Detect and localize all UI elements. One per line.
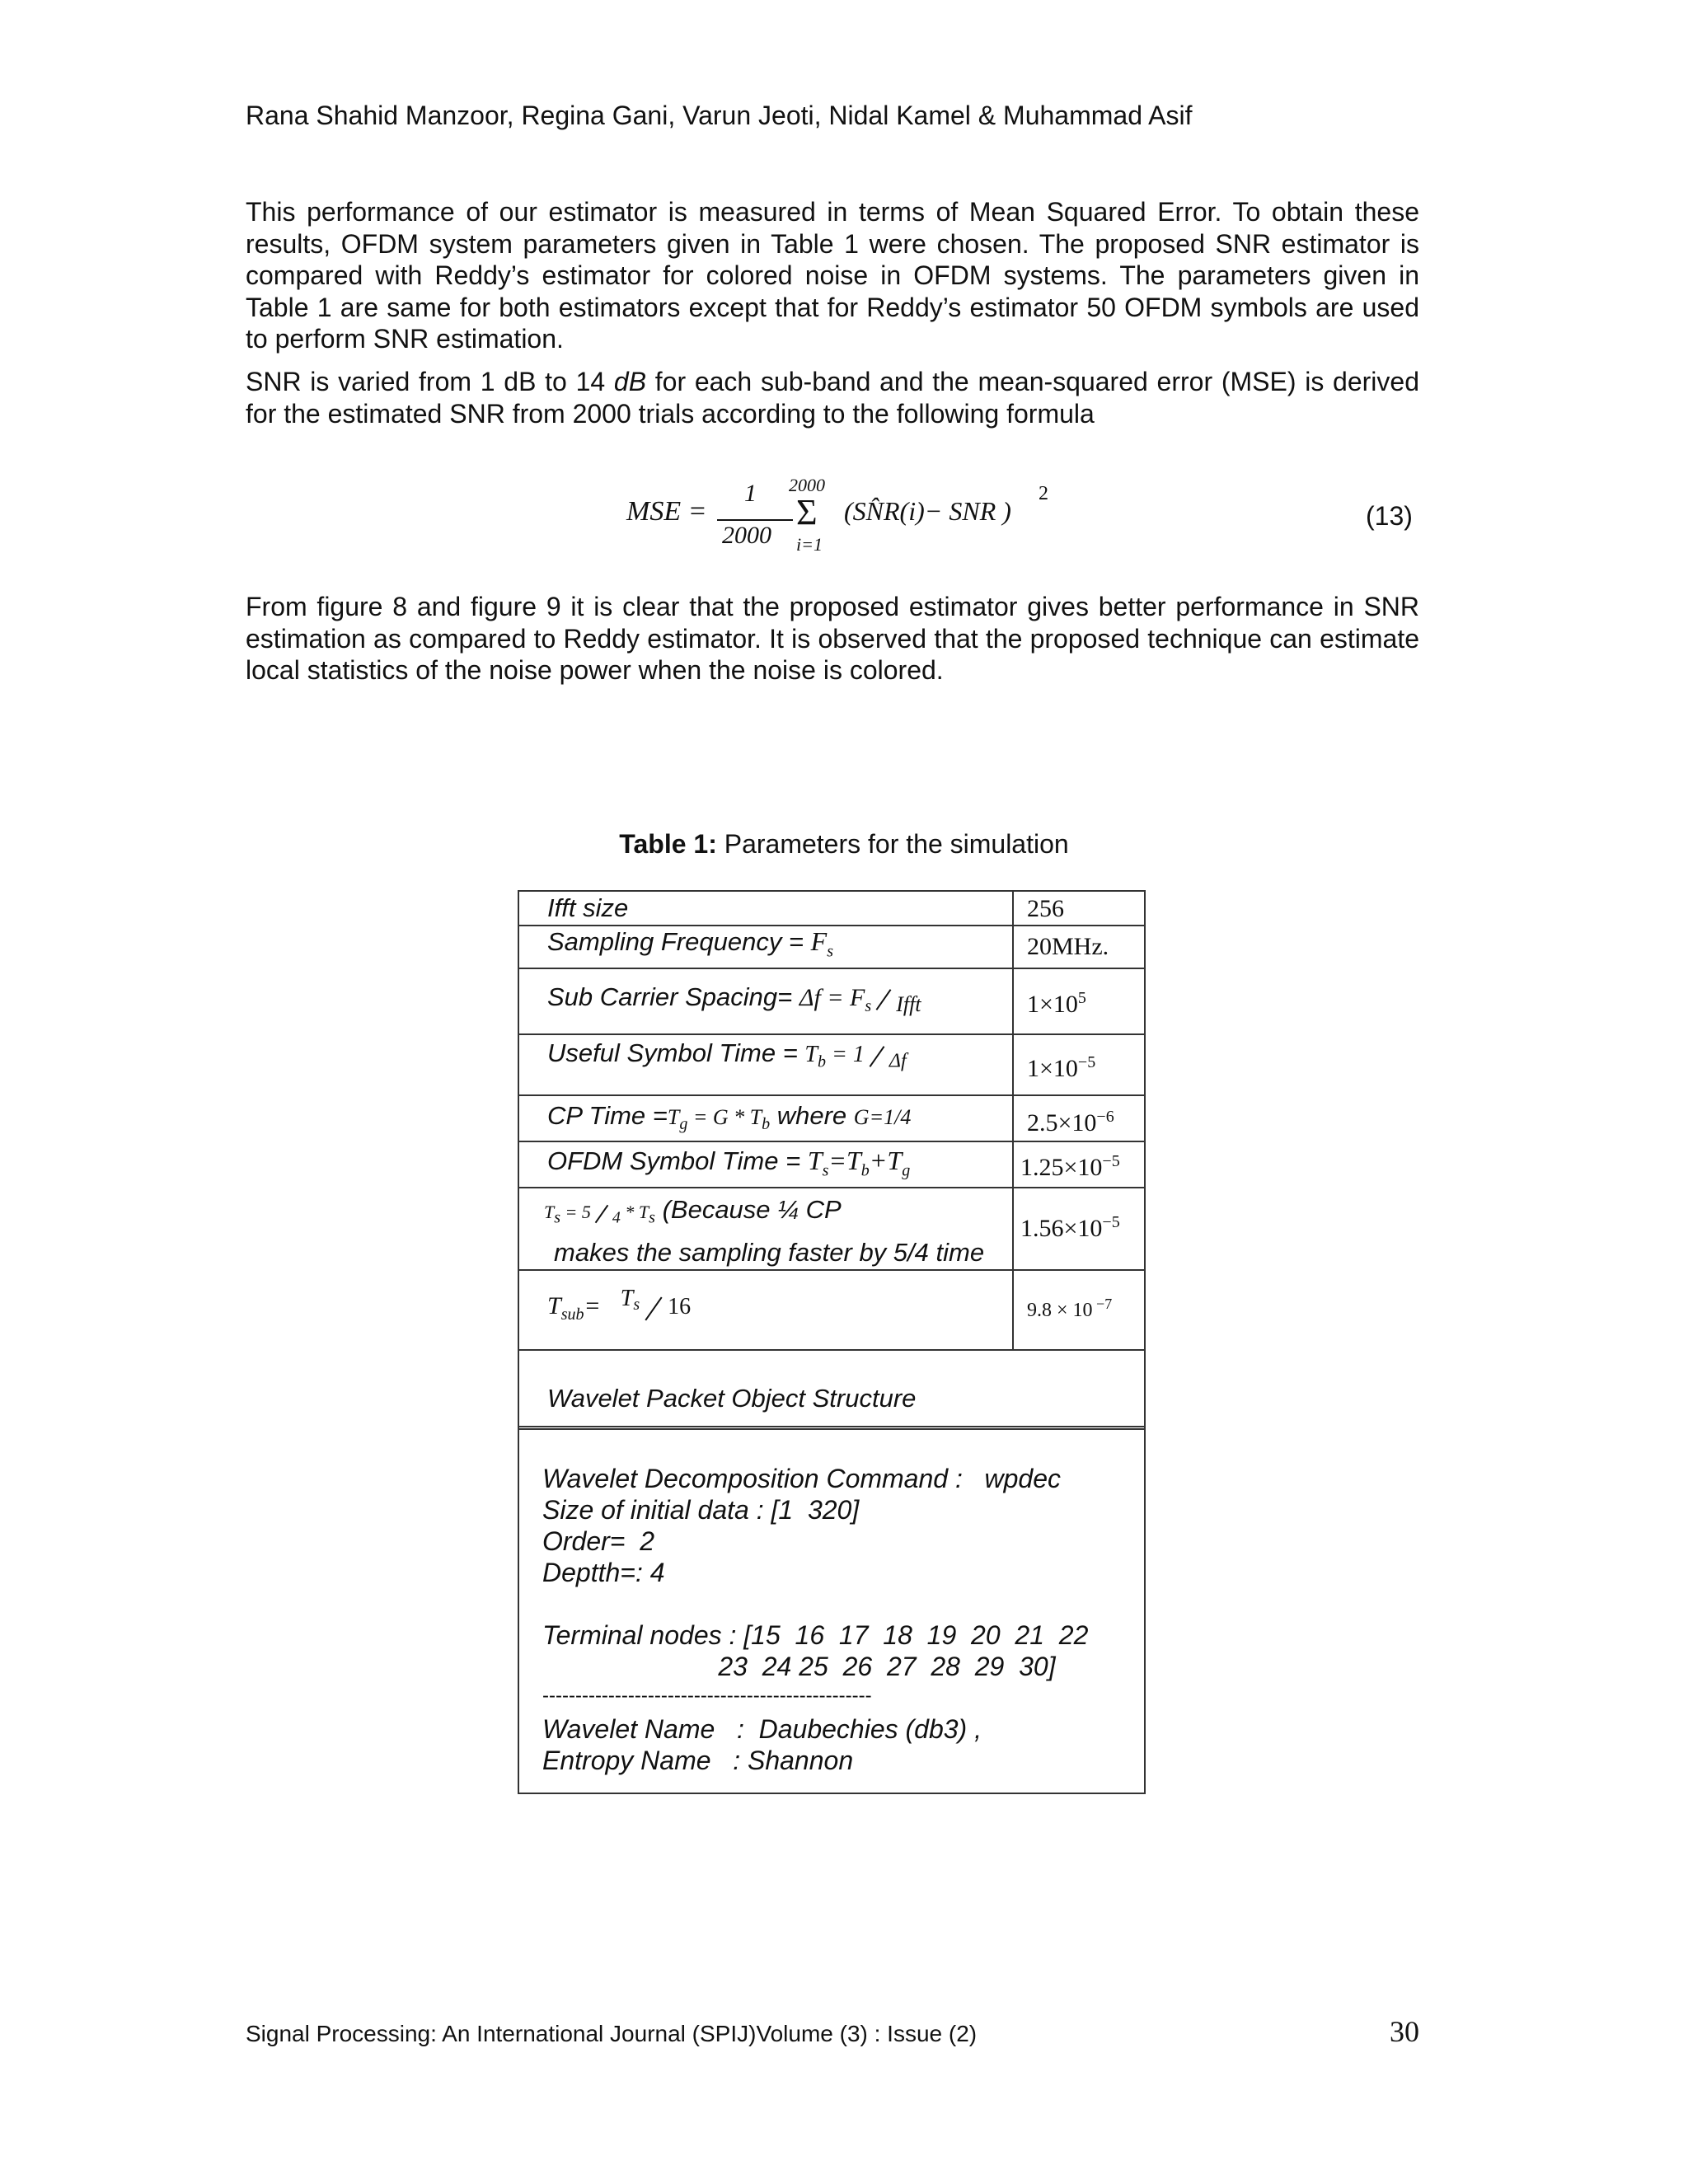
equation-fraction-bar bbox=[717, 519, 793, 521]
table-row-value: 9.8 × 10 $^{-7}$ bbox=[1027, 1296, 1113, 1321]
wavelet-line: Terminal nodes : [15 16 17 18 19 20 21 22 bbox=[542, 1620, 1089, 1650]
wavelet-line: Entropy Name : Shannon bbox=[542, 1746, 854, 1775]
wavelet-details-block bbox=[519, 1430, 1144, 1793]
table-row-value: 20MHz. bbox=[1027, 933, 1109, 960]
equation-exponent: 2 bbox=[1039, 483, 1048, 504]
table-row-label: CP Time $=T_g = G * T_b$ where G=1/4 bbox=[547, 1101, 912, 1134]
equation-sum-upper: 2000 bbox=[789, 475, 825, 495]
body-paragraph-3: From figure 8 and figure 9 it is clear that the proposed estimator gives better performance in SNR estimation as compared to Reddy estimator. It is observed that the proposed technique can estimate local statistics of the noise power when the noise is colored. bbox=[246, 592, 1419, 685]
table-row bbox=[519, 1188, 1144, 1271]
equation-numerator: 1 bbox=[744, 480, 757, 507]
equation-number: (13) bbox=[1366, 501, 1413, 531]
body-paragraph-1: This performance of our estimator is measured in terms of Mean Squared Error. To obtain these results, OFDM system parameters given in Table 1 were chosen. The proposed SNR estimator is compared with Reddy’s estimator for colored noise in OFDM systems. The parameters given in Table 1 are same for both estimators except that for Reddy’s estimator 50 OFDM symbols are used to perform SNR estimation. bbox=[246, 197, 1419, 354]
table-row bbox=[519, 926, 1144, 969]
wavelet-line: Deptth=: 4 bbox=[542, 1558, 665, 1587]
sigma-icon: Σ bbox=[796, 492, 818, 532]
table-row bbox=[519, 1035, 1144, 1096]
wavelet-title-block bbox=[519, 1351, 1144, 1430]
running-header-authors: Rana Shahid Manzoor, Regina Gani, Varun Jeoti, Nidal Kamel & Muhammad Asif bbox=[246, 101, 1193, 130]
equation-term: (SN̂R(i)− SNR ) bbox=[844, 496, 1011, 526]
wavelet-line: Wavelet Decomposition Command : wpdec bbox=[542, 1464, 1062, 1493]
table-row-label: $T_{sub}= ^{T_s}$ 16 bbox=[547, 1286, 692, 1324]
table-row-value: $1.25\times 10^{-5}$ bbox=[1020, 1152, 1120, 1181]
table-row bbox=[519, 1142, 1144, 1188]
table-row-label: OFDM Symbol Time = $T_s=T_b+T_g$ bbox=[547, 1146, 911, 1180]
table-row-label: Sub Carrier Spacing= $\Delta f = F_s$ $_{Ifft}$ bbox=[547, 982, 921, 1016]
table-row-value: $2.5\times 10^{-6}$ bbox=[1027, 1108, 1114, 1137]
table-caption: Table 1: Parameters for the simulation bbox=[619, 829, 1069, 859]
table-row-value: $1.56\times 10^{-5}$ bbox=[1020, 1213, 1120, 1242]
table-row-value: 256 bbox=[1027, 895, 1064, 922]
wavelet-separator: -------------------------------------------------- bbox=[542, 1685, 872, 1707]
wavelet-line: 23 24 25 26 27 28 29 30] bbox=[542, 1652, 1056, 1681]
table-row bbox=[519, 892, 1144, 926]
table-row-label: $T_s = 5$ $_4 * T_s$ (Because ¼ CP bbox=[544, 1195, 842, 1227]
footer-journal: Signal Processing: An International Journal (SPIJ)Volume (3) : Issue (2) bbox=[246, 2021, 978, 2046]
equation-sum-lower: i=1 bbox=[796, 534, 823, 555]
body-paragraph-2: SNR is varied from 1 dB to 14 dB for each sub-band and the mean-squared error (MSE) is derived for the estimated SNR from 2000 trials according to the following formula bbox=[246, 367, 1420, 429]
page-number: 30 bbox=[1390, 2015, 1419, 2048]
equation-13 bbox=[0, 470, 1688, 560]
table-row bbox=[519, 969, 1144, 1035]
wavelet-line: Size of initial data : [1 320] bbox=[542, 1495, 860, 1525]
table-row bbox=[519, 1271, 1144, 1351]
table-row-value: $1\times 10^{-5}$ bbox=[1027, 1053, 1096, 1082]
table-row-label-continued: makes the sampling faster by 5/4 time bbox=[554, 1238, 985, 1267]
wavelet-line: Order= 2 bbox=[542, 1526, 655, 1556]
table-row-value: $1\times 10^5$ bbox=[1027, 989, 1086, 1018]
parameters-table bbox=[518, 890, 1146, 1794]
table-row-label: Sampling Frequency = $F_s$ bbox=[547, 926, 833, 961]
equation-lhs: MSE = bbox=[626, 496, 707, 527]
table-row bbox=[519, 1096, 1144, 1142]
wavelet-title: Wavelet Packet Object Structure bbox=[547, 1384, 917, 1413]
table-row-label: Ifft size bbox=[547, 893, 629, 922]
wavelet-line: Wavelet Name : Daubechies (db3) , bbox=[542, 1714, 982, 1744]
table-row-label: Useful Symbol Time = $T_b = 1$ $_{\Delta f}$ bbox=[547, 1038, 907, 1072]
equation-denominator: 2000 bbox=[722, 522, 771, 549]
